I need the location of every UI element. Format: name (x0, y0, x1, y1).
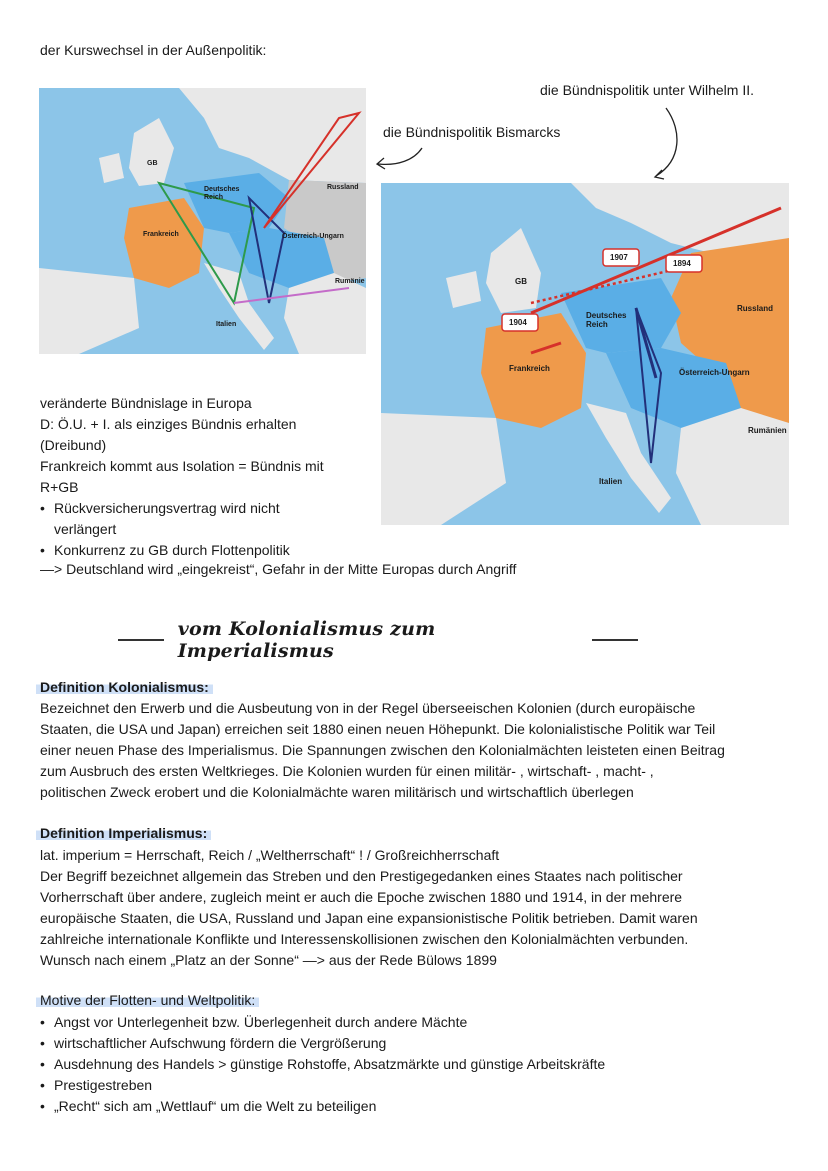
text-line: lat. imperium = Herrschaft, Reich / „Weltherrschaft“ ! / Großreichherrschaft (40, 847, 500, 863)
label-italien: Italien (216, 321, 237, 328)
map-wilhelm (381, 183, 789, 525)
imperialismus-text (40, 845, 790, 971)
label-gb: GB (515, 277, 527, 286)
kolonialismus-heading: Definition Kolonialismus: (36, 678, 213, 697)
page-heading: der Kurswechsel in der Außenpolitik: (40, 42, 267, 58)
text-line: Wunsch nach einem „Platz an der Sonne“ —> aus der Rede Bülows 1899 (40, 952, 497, 968)
motive-item: • Ausdehnung des Handels > günstige Rohstoffe, Absatzmärkte und günstige Arbeitskräfte (40, 1054, 800, 1075)
text-line: einer neuen Phase des Imperialismus. Die Spannungen zwischen den Kolonialmächten leisteten einen Beitrag (40, 742, 725, 758)
text-line: Staaten, die USA und Japan) erreichen seit 1880 einen neuen Höhepunkt. Die kolonialistische Politik war Teil (40, 721, 716, 737)
motive-list (40, 1012, 800, 1117)
map-bismarck (39, 88, 366, 354)
section-title: vom Kolonialismus zum Imperialismus (177, 618, 436, 662)
kolonialismus-text (40, 698, 790, 803)
text-line: zum Ausbruch des ersten Weltkrieges. Die Kolonien wurden für einen militär- , wirtschaft- , macht- , (40, 763, 654, 779)
text-line: Vorherrschaft über andere, zugleich meint er auch die Epoche zwischen 1880 und 1914, in der mehrere (40, 889, 683, 905)
label-reich: Deutsches Reich (204, 186, 240, 201)
land-frankreich (124, 198, 204, 288)
label-russland: Russland (737, 304, 774, 313)
note-line: veränderte Bündnislage in Europa (40, 395, 252, 411)
arrow-to-left-map (378, 148, 422, 164)
label-oesterreich: Österreich-Ungarn (679, 368, 750, 377)
imperialismus-heading: Definition Imperialismus: (36, 824, 211, 843)
text-line: Bezeichnet den Erwerb und die Ausbeutung von in der Regel überseeischen Kolonien (durch europäische (40, 700, 696, 716)
label-russland: Russland (327, 184, 359, 191)
text-line: politischen Zweck erobert und die Kolonialmächte waren militärisch und wirtschaftlich überlegen (40, 784, 634, 800)
section-title-row (118, 618, 638, 662)
label-1907: 1907 (610, 253, 628, 262)
motive-heading: Motive der Flotten- und Weltpolitik: (36, 991, 259, 1010)
note-conclusion: —> Deutschland wird „eingekreist“, Gefahr in der Mitte Europas durch Angriff (40, 561, 517, 577)
arrow-to-left-map-head (377, 158, 385, 169)
alliance-notes (40, 393, 380, 561)
label-italien: Italien (599, 477, 623, 486)
label-1904: 1904 (509, 318, 527, 327)
label-rumaenien: Rumänien (748, 426, 787, 435)
motive-item: • Angst vor Unterlegenheit bzw. Überlegenheit durch andere Mächte (40, 1012, 800, 1033)
annotation-bismarck: die Bündnispolitik Bismarcks (383, 124, 561, 140)
text-line: europäische Staaten, die USA, Russland und Japan eine expansionistische Politik betrieben. Damit waren (40, 910, 698, 926)
title-rule-left (118, 639, 164, 641)
annotation-wilhelm: die Bündnispolitik unter Wilhelm II. (540, 82, 754, 98)
note-bullets (40, 498, 380, 561)
label-oesterreich: Österreich-Ungarn (282, 233, 344, 240)
note-line: R+GB (40, 479, 79, 495)
label-frankreich: Frankreich (143, 231, 179, 238)
text-line: Der Begriff bezeichnet allgemein das Streben und den Prestigegedanken eines Staates nach politischer (40, 868, 683, 884)
motive-item: • Prestigestreben (40, 1075, 800, 1096)
annotation-arrows (370, 100, 690, 185)
label-rumaenien: Rumänie (335, 278, 365, 285)
note-line: Frankreich kommt aus Isolation = Bündnis mit (40, 458, 324, 474)
note-bullet: • Konkurrenz zu GB durch Flottenpolitik (40, 540, 380, 561)
motive-item: • wirtschaftlicher Aufschwung fördern die Vergrößerung (40, 1033, 800, 1054)
label-1894: 1894 (673, 259, 691, 268)
label-gb: GB (147, 160, 158, 167)
note-bullet: • Rückversicherungsvertrag wird nicht verlängert (40, 498, 380, 540)
note-line: D: Ö.U. + I. als einziges Bündnis erhalten (40, 416, 297, 432)
label-frankreich: Frankreich (509, 364, 550, 373)
label-reich: Deutsches Reich (586, 311, 627, 329)
motive-item: • „Recht“ sich am „Wettlauf“ um die Welt zu beteiligen (40, 1096, 800, 1117)
arrow-to-right-map (656, 108, 677, 176)
note-line: (Dreibund) (40, 437, 107, 453)
text-line: zahlreiche internationale Konflikte und Interessenskollisionen zwischen den Kolonialmächten verbunden. (40, 931, 689, 947)
title-rule-right (592, 639, 638, 641)
